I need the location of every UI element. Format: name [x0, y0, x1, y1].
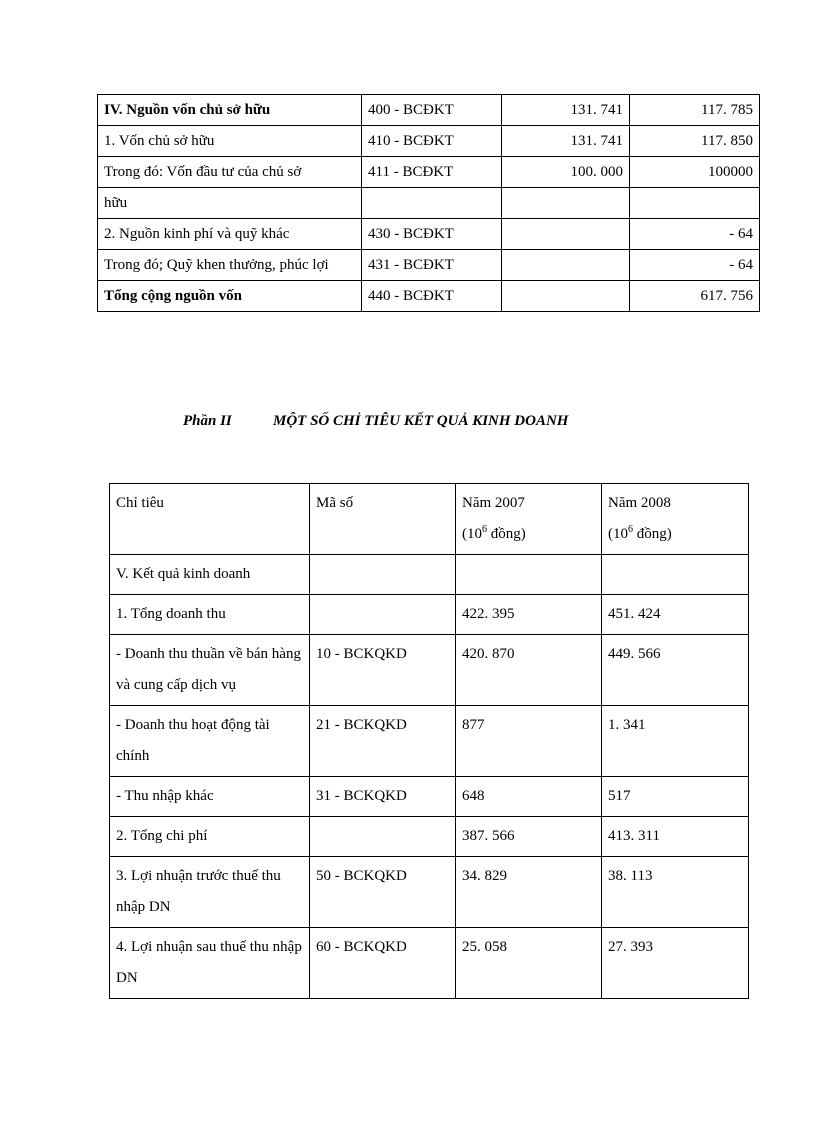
- row-code: 10 - BCKQKD: [310, 635, 456, 706]
- row-code: [310, 595, 456, 635]
- table-header-row: [110, 484, 749, 555]
- value-2008: 100000: [630, 157, 760, 188]
- value-2008: 38. 113: [602, 857, 749, 928]
- table-row: [98, 157, 760, 188]
- table-row: [110, 706, 749, 777]
- row-label: 2. Nguồn kinh phí và quỹ khác: [98, 219, 362, 250]
- value-2007: [502, 281, 630, 312]
- value-2007: 100. 000: [502, 157, 630, 188]
- value-2008: 1. 341: [602, 706, 749, 777]
- row-code: 21 - BCKQKD: [310, 706, 456, 777]
- capital-sources-table: [97, 94, 760, 312]
- value-2008: 449. 566: [602, 635, 749, 706]
- value-2008: - 64: [630, 250, 760, 281]
- header-code: Mã số: [310, 484, 456, 555]
- row-code: 440 - BCĐKT: [362, 281, 502, 312]
- table-row: [110, 817, 749, 857]
- header-2008-unit: ($10^6$ đồng): [608, 524, 672, 542]
- table-row: [110, 635, 749, 706]
- row-code: [310, 555, 456, 595]
- table-row: [110, 777, 749, 817]
- row-code: 431 - BCĐKT: [362, 250, 502, 281]
- row-label: Trong đó; Quỹ khen thưởng, phúc lợi: [98, 250, 362, 281]
- row-label: 4. Lợi nhuận sau thuế thu nhập DN: [110, 928, 310, 999]
- row-label: IV. Nguồn vốn chủ sở hữu: [98, 95, 362, 126]
- row-code: 410 - BCĐKT: [362, 126, 502, 157]
- header-2008-year: Năm 2008: [608, 495, 671, 511]
- value-2007: [502, 219, 630, 250]
- row-code: 400 - BCĐKT: [362, 95, 502, 126]
- row-code: 31 - BCKQKD: [310, 777, 456, 817]
- table-row: [98, 95, 760, 126]
- value-2007: [456, 555, 602, 595]
- value-2007: 422. 395: [456, 595, 602, 635]
- value-2008: 117. 785: [630, 95, 760, 126]
- value-2007: 131. 741: [502, 126, 630, 157]
- row-label: Tổng cộng nguồn vốn: [98, 281, 362, 312]
- row-code: [310, 817, 456, 857]
- header-2007-unit: ($10^6$ đồng): [462, 524, 526, 542]
- header-2008: [602, 484, 749, 555]
- section-title: MỘT SỐ CHỈ TIÊU KẾT QUẢ KINH DOANH: [273, 413, 569, 429]
- row-code: 430 - BCĐKT: [362, 219, 502, 250]
- header-indicator: Chỉ tiêu: [110, 484, 310, 555]
- table-row: [98, 188, 760, 219]
- table-row: [98, 281, 760, 312]
- table-row: [98, 126, 760, 157]
- row-label: - Doanh thu thuần về bán hàng và cung cấp dịch vụ: [110, 635, 310, 706]
- row-code: 50 - BCKQKD: [310, 857, 456, 928]
- row-label: 2. Tổng chi phí: [110, 817, 310, 857]
- value-2007: 877: [456, 706, 602, 777]
- value-2008: 117. 850: [630, 126, 760, 157]
- value-2007: 131. 741: [502, 95, 630, 126]
- value-2007: 648: [456, 777, 602, 817]
- value-2007: 420. 870: [456, 635, 602, 706]
- value-2008: 27. 393: [602, 928, 749, 999]
- value-2008: [602, 555, 749, 595]
- row-label: 1. Vốn chủ sở hữu: [98, 126, 362, 157]
- value-2008: 517: [602, 777, 749, 817]
- row-label: - Doanh thu hoạt động tài chính: [110, 706, 310, 777]
- header-2007: [456, 484, 602, 555]
- table-row: [110, 595, 749, 635]
- row-code: [362, 188, 502, 219]
- table-row: [110, 928, 749, 999]
- value-2008: 617. 756: [630, 281, 760, 312]
- table-row: [110, 555, 749, 595]
- value-2008: [630, 188, 760, 219]
- business-results-table: [109, 483, 749, 999]
- row-label: Trong đó: Vốn đầu tư của chủ sở: [98, 157, 362, 188]
- row-code: 411 - BCĐKT: [362, 157, 502, 188]
- table-row: [98, 219, 760, 250]
- table-row: [98, 250, 760, 281]
- table-row: [110, 857, 749, 928]
- header-2007-year: Năm 2007: [462, 495, 525, 511]
- value-2008: - 64: [630, 219, 760, 250]
- value-2007: [502, 188, 630, 219]
- value-2007: 34. 829: [456, 857, 602, 928]
- value-2007: 25. 058: [456, 928, 602, 999]
- row-label: V. Kết quả kinh doanh: [110, 555, 310, 595]
- row-label: 1. Tổng doanh thu: [110, 595, 310, 635]
- value-2008: 451. 424: [602, 595, 749, 635]
- row-label: hữu: [98, 188, 362, 219]
- value-2007: [502, 250, 630, 281]
- section-part: Phần II: [183, 413, 232, 429]
- value-2007: 387. 566: [456, 817, 602, 857]
- row-label: - Thu nhập khác: [110, 777, 310, 817]
- row-label: 3. Lợi nhuận trước thuế thu nhập DN: [110, 857, 310, 928]
- value-2008: 413. 311: [602, 817, 749, 857]
- row-code: 60 - BCKQKD: [310, 928, 456, 999]
